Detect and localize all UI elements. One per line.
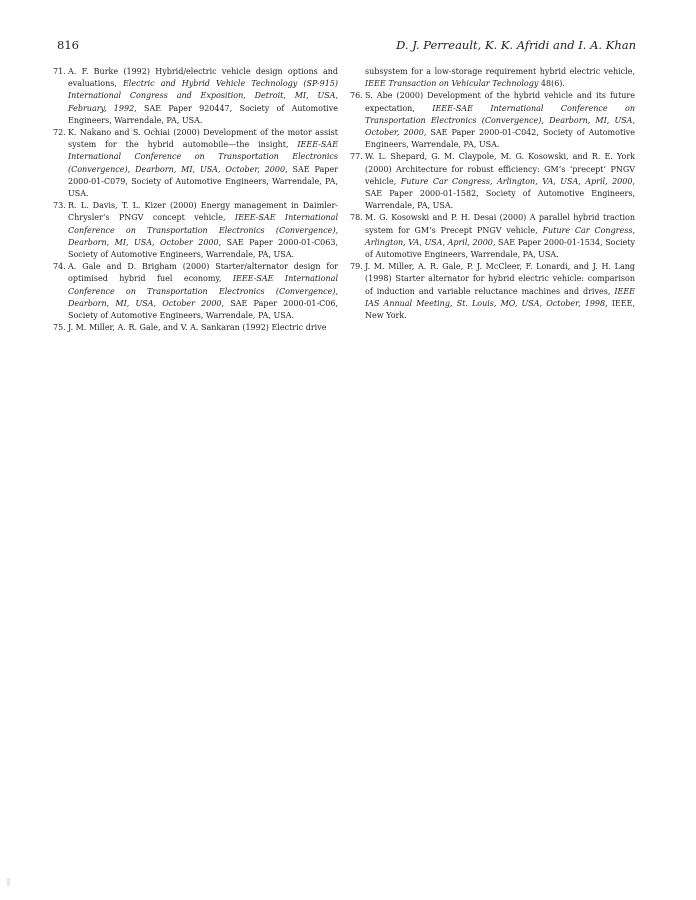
- reference-number: 77.: [350, 152, 363, 162]
- reference-text: R. L. Davis, T. L. Kizer (2000) Energy management in Daimler-Chrysler’s PNGV concept vehicle,: [68, 201, 338, 223]
- reference-source: Future Car Congress, Arlington, VA, USA, April, 2000: [400, 176, 633, 186]
- reference-source: IEEE-SAE International Conference on Transportation Electronics (Convergence), Dearborn, MI, USA, October 2000: [68, 274, 339, 308]
- reference-text: subsystem for a low-storage requirement hybrid electric vehicle,: [365, 67, 635, 76]
- reference-text: J. M. Miller, A. R. Gale, and V. A. Sankaran (1992) Electric drive: [68, 323, 327, 333]
- reference-text: J. M. Miller, A. R. Gale, P. J. McCleer, F. Lonardi, and J. H. Lang (1998) Starter alternator for hybrid electric vehicle: comparison of induction and variable reluctance machines and drives,: [365, 262, 635, 296]
- reference-source: IEEE-SAE International Conference on Transportation Electronics (Convergence), Dearborn, MI, USA, October 2000: [68, 213, 339, 247]
- reference-text: , SAE Paper 920447, Society of Automotive Engineers, Warrendale, PA, USA.: [68, 103, 338, 125]
- reference-text: , IEEE, New York.: [365, 298, 635, 321]
- reference-text: , SAE Paper 2000-01-1582, Society of Automotive Engineers, Warrendale, PA, USA.: [365, 176, 635, 211]
- page-number: 816: [57, 38, 79, 52]
- reference-entry: [53, 127, 338, 200]
- reference-entry: [53, 322, 338, 334]
- references-left-column: [53, 66, 338, 334]
- reference-number: 78.: [350, 213, 363, 223]
- running-head: D. J. Perreault, K. K. Afridi and I. A. Khan: [396, 38, 636, 52]
- reference-text: , SAE Paper 2000-01-C042, Society of Automotive Engineers, Warrendale, PA, USA.: [365, 128, 635, 150]
- reference-number: 71.: [53, 67, 66, 76]
- reference-text: , SAE Paper 2000-01-1534, Society of Automotive Engineers, Warrendale, PA, USA.: [365, 237, 636, 260]
- reference-entry: [350, 151, 635, 212]
- reference-text: W. L. Shepard, G. M. Claypole, M. G. Kosowski, and R. E. York (2000) Architecture for robust efficiency: GM’s ‘precept’ PNGV vehicle,: [365, 152, 635, 186]
- reference-entry: [350, 212, 635, 261]
- reference-text: M. G. Kosowski and P. H. Desai (2000) A parallel hybrid traction system for GM’s Precept PNGV vehicle,: [365, 213, 635, 235]
- reference-entry: [53, 66, 338, 127]
- reference-source: Future Car Congress, Arlington, VA, USA, April, 2000: [365, 225, 635, 247]
- reference-entry: [53, 261, 338, 322]
- reference-text: 48(6).: [538, 79, 565, 89]
- reference-number: 72.: [53, 128, 66, 138]
- references-right-column: [350, 66, 635, 322]
- reference-number: 79.: [350, 262, 363, 272]
- reference-entry: [350, 66, 635, 90]
- reference-number: 75.: [53, 323, 66, 333]
- reference-source: IEEE-SAE International Conference on Transportation Electronics (Convergence), Dearborn, MI, USA, October, 2000: [68, 140, 338, 174]
- reference-text: S. Abe (2000) Development of the hybrid vehicle and its future expectation,: [365, 91, 635, 113]
- reference-entry: [53, 200, 338, 261]
- reference-text: , SAE Paper 2000-01-C06, Society of Automotive Engineers, Warrendale, PA, USA.: [68, 298, 339, 321]
- reference-source: IEEE-SAE International Conference on Transportation Electronics (Convergence), Dearborn, MI, USA, October, 2000: [365, 103, 635, 138]
- reference-number: 74.: [53, 262, 66, 272]
- reference-source: IEEE IAS Annual Meeting, St. Louis, MO, USA, October, 1998: [365, 286, 635, 308]
- reference-source: Electric and Hybrid Vehicle Technology (SP-915) International Congress and Exposition, Detroit, MI, USA, February, 1992: [68, 79, 339, 113]
- reference-number: 76.: [350, 91, 363, 101]
- reference-entry: [350, 90, 635, 151]
- scan-edge-mark: [7, 878, 10, 886]
- reference-text: A. Gale and D. Brigham (2000) Starter/alternator design for optimised hybrid fuel economy,: [68, 262, 338, 284]
- reference-text: , SAE Paper 2000-01-C063, Society of Automotive Engineers, Warrendale, PA, USA.: [68, 237, 338, 260]
- reference-source: IEEE Transaction on Vehicular Technology: [365, 79, 539, 89]
- reference-text: K. Nakano and S. Ochiai (2000) Development of the motor assist system for the hybrid automobile—the insight,: [68, 128, 338, 150]
- reference-entry: [350, 261, 635, 322]
- reference-text: , SAE Paper 2000-01-C079, Society of Automotive Engineers, Warrendale, PA, USA.: [68, 164, 338, 199]
- reference-text: A. F. Burke (1992) Hybrid/electric vehicle design options and evaluations,: [68, 67, 338, 89]
- reference-number: 73.: [53, 201, 66, 211]
